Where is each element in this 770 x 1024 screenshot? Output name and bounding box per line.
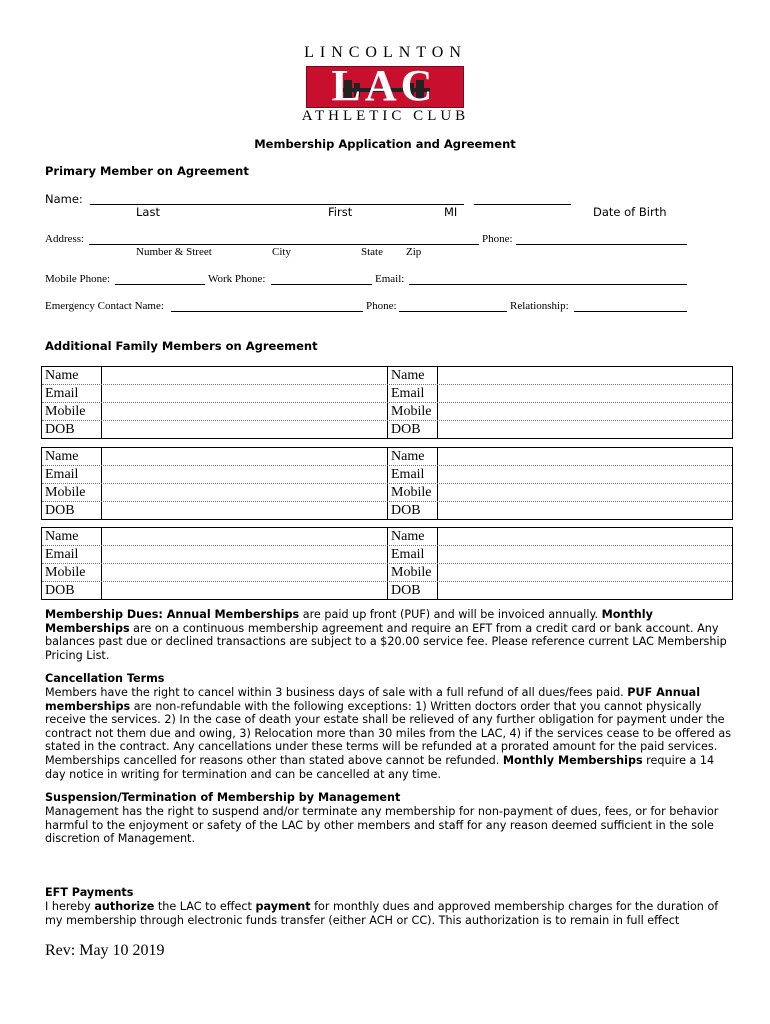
field-input[interactable]: [438, 448, 732, 465]
eft-text-3: for monthly dues and approved membership charges for the duration of my membership through electronic funds transfer (either ACH or CC). This authorization is to remain in full effect: [45, 900, 719, 927]
field-input[interactable]: [438, 385, 732, 402]
suspension-heading-text: Suspension/Termination of Membership by Management: [45, 791, 401, 804]
family-table-1: [41, 366, 733, 439]
cancellation-bold-2: Monthly Memberships: [502, 753, 643, 767]
field-label: Mobile: [42, 484, 102, 501]
field-input[interactable]: [438, 421, 732, 438]
field-label: Email: [388, 385, 438, 402]
page-title: Membership Application and Agreement: [254, 137, 516, 151]
phone-input-line[interactable]: [516, 244, 687, 245]
dob-caption: Date of Birth: [593, 205, 667, 219]
field-input[interactable]: [102, 564, 388, 581]
field-label: Name: [388, 448, 438, 465]
suspension-heading: [45, 791, 735, 805]
field-input[interactable]: [438, 582, 732, 599]
work-input-line[interactable]: [271, 284, 372, 285]
field-label: DOB: [42, 502, 102, 519]
field-input[interactable]: [438, 403, 732, 420]
logo-letters: LAC: [331, 61, 437, 110]
work-label: Work Phone:: [208, 273, 266, 285]
field-input[interactable]: [102, 546, 388, 563]
logo-top-text: LINCOLNTON: [304, 44, 467, 61]
field-label: Mobile: [388, 484, 438, 501]
field-label: Mobile: [388, 564, 438, 581]
revision-date: Rev: May 10 2019: [45, 942, 165, 959]
cancellation-text-3: require a 14 day notice in writing for termination and can be cancelled at any time.: [45, 753, 715, 781]
mi-caption: MI: [444, 205, 458, 219]
field-label: Name: [388, 367, 438, 384]
primary-heading: Primary Member on Agreement: [45, 164, 249, 178]
dues-text-1: are paid up front (PUF) and will be invoiced annually.: [299, 608, 602, 621]
field-input[interactable]: [438, 564, 732, 581]
relationship-input-line[interactable]: [574, 311, 687, 312]
field-label: Mobile: [42, 564, 102, 581]
address-input-line[interactable]: [89, 244, 479, 245]
city-caption: City: [272, 246, 291, 258]
field-label: Name: [42, 528, 102, 545]
field-input[interactable]: [102, 528, 388, 545]
family-table-3: [41, 527, 733, 600]
field-input[interactable]: [102, 466, 388, 483]
field-label: DOB: [42, 582, 102, 599]
cancellation-heading-text: Cancellation Terms: [45, 672, 165, 685]
emergency-label: Emergency Contact Name:: [45, 300, 164, 312]
street-caption: Number & Street: [136, 246, 212, 258]
field-input[interactable]: [438, 528, 732, 545]
relationship-label: Relationship:: [510, 300, 569, 312]
mobile-label: Mobile Phone:: [45, 273, 111, 285]
field-input[interactable]: [438, 502, 732, 519]
cancellation-text-2: are non-refundable with the following exceptions: 1) Written doctors order that you cannot physically receive the services. 2) In the case of death your estate shall be relieved of any further obligation for payment under the contract not them due and owing, 3) Relocation more than 30 miles from the LAC, 4) if the services cease to be offered as stated in the contract. Any cancellations under these terms will be refunded at a prorated amount for the paid services. Memberships cancelled for reasons other than stated above cannot be refunded.: [45, 699, 732, 767]
field-label: Email: [42, 385, 102, 402]
email-label: Email:: [375, 273, 405, 285]
field-input[interactable]: [102, 502, 388, 519]
dues-bold-1: Membership Dues: Annual Memberships: [45, 608, 300, 621]
field-label: DOB: [388, 502, 438, 519]
field-input[interactable]: [438, 484, 732, 501]
eft-text-1: I hereby: [45, 900, 95, 913]
field-label: Name: [42, 448, 102, 465]
eft-text-2: the LAC to effect: [154, 900, 256, 913]
suspension-paragraph: Management has the right to suspend and/or terminate any membership for non-payment of dues, fees, or for behavior harmful to the enjoyment or safety of the LAC by other members and staff for any reason deemed sufficient in the sole discretion of Management.: [45, 805, 719, 846]
emergency-phone-input-line[interactable]: [399, 311, 507, 312]
address-label: Address:: [45, 233, 85, 245]
mobile-input-line[interactable]: [115, 284, 205, 285]
emergency-phone-label: Phone:: [366, 300, 397, 312]
first-caption: First: [328, 205, 353, 219]
eft-bold-1: authorize: [94, 900, 155, 913]
dues-bold-2: Monthly Memberships: [45, 608, 653, 635]
zip-caption: Zip: [406, 246, 422, 258]
family-table-2: [41, 447, 733, 520]
field-label: DOB: [42, 421, 102, 438]
cancellation-heading: [45, 672, 735, 686]
emergency-input-line[interactable]: [171, 311, 363, 312]
dues-paragraph: [45, 608, 735, 662]
email-input-line[interactable]: [409, 284, 687, 285]
cancellation-text-1: Members have the right to cancel within 3 business days of sale with a full refund of all dues/fees paid.: [45, 686, 628, 699]
field-input[interactable]: [102, 582, 388, 599]
field-input[interactable]: [438, 546, 732, 563]
state-caption: State: [361, 246, 383, 258]
family-heading: Additional Family Members on Agreement: [45, 339, 318, 353]
field-label: Name: [42, 367, 102, 384]
dob-input-line[interactable]: [474, 204, 571, 205]
field-label: Name: [388, 528, 438, 545]
field-label: Email: [388, 466, 438, 483]
field-input[interactable]: [102, 367, 388, 384]
cancellation-paragraph: [45, 686, 735, 781]
field-input[interactable]: [438, 367, 732, 384]
field-input[interactable]: [438, 466, 732, 483]
phone-label: Phone:: [482, 233, 513, 245]
field-input[interactable]: [102, 385, 388, 402]
field-label: Mobile: [388, 403, 438, 420]
field-label: DOB: [388, 421, 438, 438]
field-label: Email: [42, 466, 102, 483]
field-label: Email: [42, 546, 102, 563]
field-label: DOB: [388, 582, 438, 599]
eft-heading-text: EFT Payments: [45, 886, 134, 899]
field-input[interactable]: [102, 484, 388, 501]
field-input[interactable]: [102, 421, 388, 438]
dues-text-2: are on a continuous membership agreement and require an EFT from a credit card or bank account. Any balances past due or declined transactions are subject to a $20.00 service fee. Please reference current LAC Membership Pricing List.: [45, 621, 727, 662]
field-label: Email: [388, 546, 438, 563]
eft-paragraph: [45, 900, 735, 927]
field-input[interactable]: [102, 448, 388, 465]
eft-bold-2: payment: [255, 900, 311, 913]
last-caption: Last: [136, 205, 160, 219]
name-label: Name:: [45, 192, 83, 206]
cancellation-bold-1: PUF Annual memberships: [45, 686, 701, 713]
field-input[interactable]: [102, 403, 388, 420]
logo-bottom-text: ATHLETIC CLUB: [301, 108, 470, 124]
eft-heading: [45, 886, 735, 900]
field-label: Mobile: [42, 403, 102, 420]
